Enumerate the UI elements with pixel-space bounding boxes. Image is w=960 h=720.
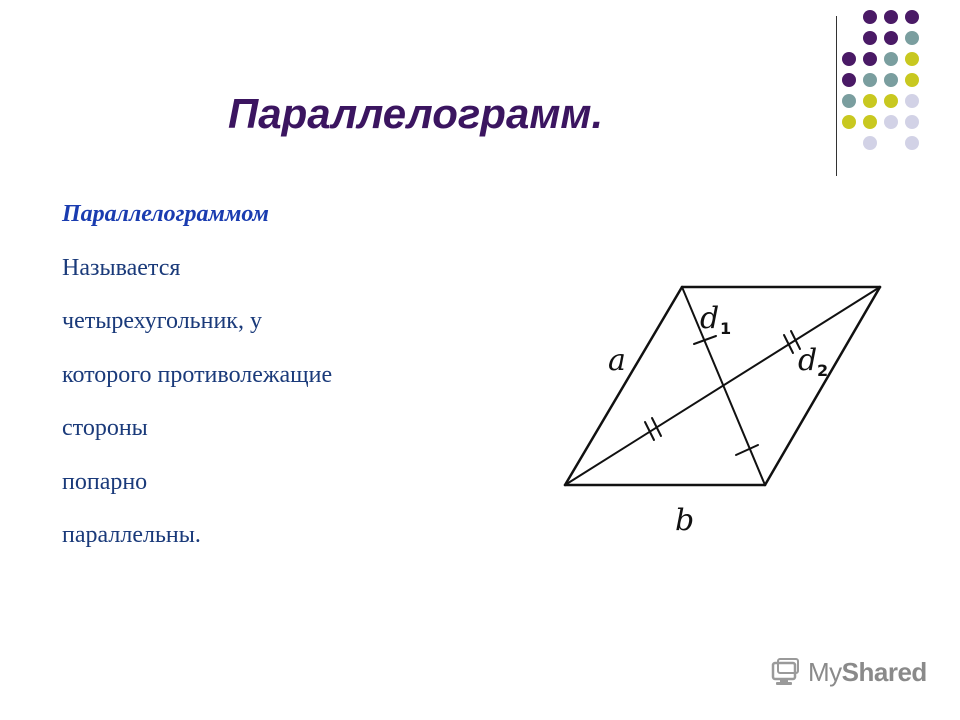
decorative-dot bbox=[842, 115, 856, 129]
definition-line: стороны bbox=[62, 415, 148, 441]
label-diag-d1-sub: 1 bbox=[720, 319, 732, 338]
decorative-dot bbox=[884, 10, 898, 24]
decorative-dot bbox=[905, 73, 919, 87]
definition-line: попарно bbox=[62, 468, 148, 495]
decorative-dot bbox=[884, 94, 898, 108]
decorative-dot bbox=[842, 73, 856, 87]
decorative-dot bbox=[884, 31, 898, 45]
side-a-line bbox=[565, 287, 682, 485]
decorative-dot bbox=[863, 115, 877, 129]
watermark bbox=[770, 655, 927, 689]
decorative-dot bbox=[884, 73, 898, 87]
label-diag-d2: d bbox=[798, 343, 818, 378]
parallelogram-diagram bbox=[540, 270, 920, 550]
definition-line: параллельны. bbox=[62, 522, 201, 548]
label-side-b: b bbox=[675, 503, 695, 538]
diagonal-d1-line bbox=[682, 287, 765, 485]
decorative-dot bbox=[863, 73, 877, 87]
decorative-dot bbox=[842, 94, 856, 108]
decorative-dot bbox=[905, 31, 919, 45]
parallelogram-figure bbox=[540, 270, 920, 550]
tick-d2-lower-2 bbox=[652, 418, 661, 436]
decorative-dot bbox=[905, 115, 919, 129]
definition-line: Называется bbox=[62, 254, 181, 281]
decorative-dot bbox=[905, 52, 919, 66]
decorative-dot-grid bbox=[842, 10, 952, 160]
tick-d2-upper-1 bbox=[784, 335, 793, 353]
decorative-dot bbox=[842, 52, 856, 66]
decorative-dot bbox=[905, 136, 919, 150]
definition-text bbox=[62, 188, 482, 563]
label-diag-d2-sub: 2 bbox=[817, 361, 829, 380]
decorative-dot bbox=[884, 52, 898, 66]
watermark-brand-suffix: Shared bbox=[841, 656, 927, 687]
slide-title: Параллелограмм. bbox=[228, 90, 604, 137]
tick-d1-lower bbox=[736, 445, 758, 455]
decorative-dot bbox=[863, 136, 877, 150]
decorative-dot bbox=[863, 94, 877, 108]
decorative-dot bbox=[905, 10, 919, 24]
label-diag-d1: d bbox=[700, 301, 720, 336]
decorative-dot bbox=[863, 52, 877, 66]
myshared-logo-icon bbox=[770, 657, 802, 687]
watermark-brand-prefix: My bbox=[808, 656, 842, 687]
definition-line: четырехугольник, у bbox=[62, 308, 262, 334]
decorative-dot bbox=[884, 115, 898, 129]
definition-term: Параллелограммом bbox=[62, 201, 269, 227]
definition-line: которого противолежащие bbox=[62, 361, 333, 388]
label-side-a: a bbox=[608, 343, 626, 378]
decorative-vertical-rule bbox=[836, 16, 837, 176]
right-side-line bbox=[765, 287, 880, 485]
decorative-dot bbox=[905, 94, 919, 108]
decorative-dot bbox=[863, 31, 877, 45]
watermark-text bbox=[808, 657, 927, 688]
decorative-dot bbox=[863, 10, 877, 24]
